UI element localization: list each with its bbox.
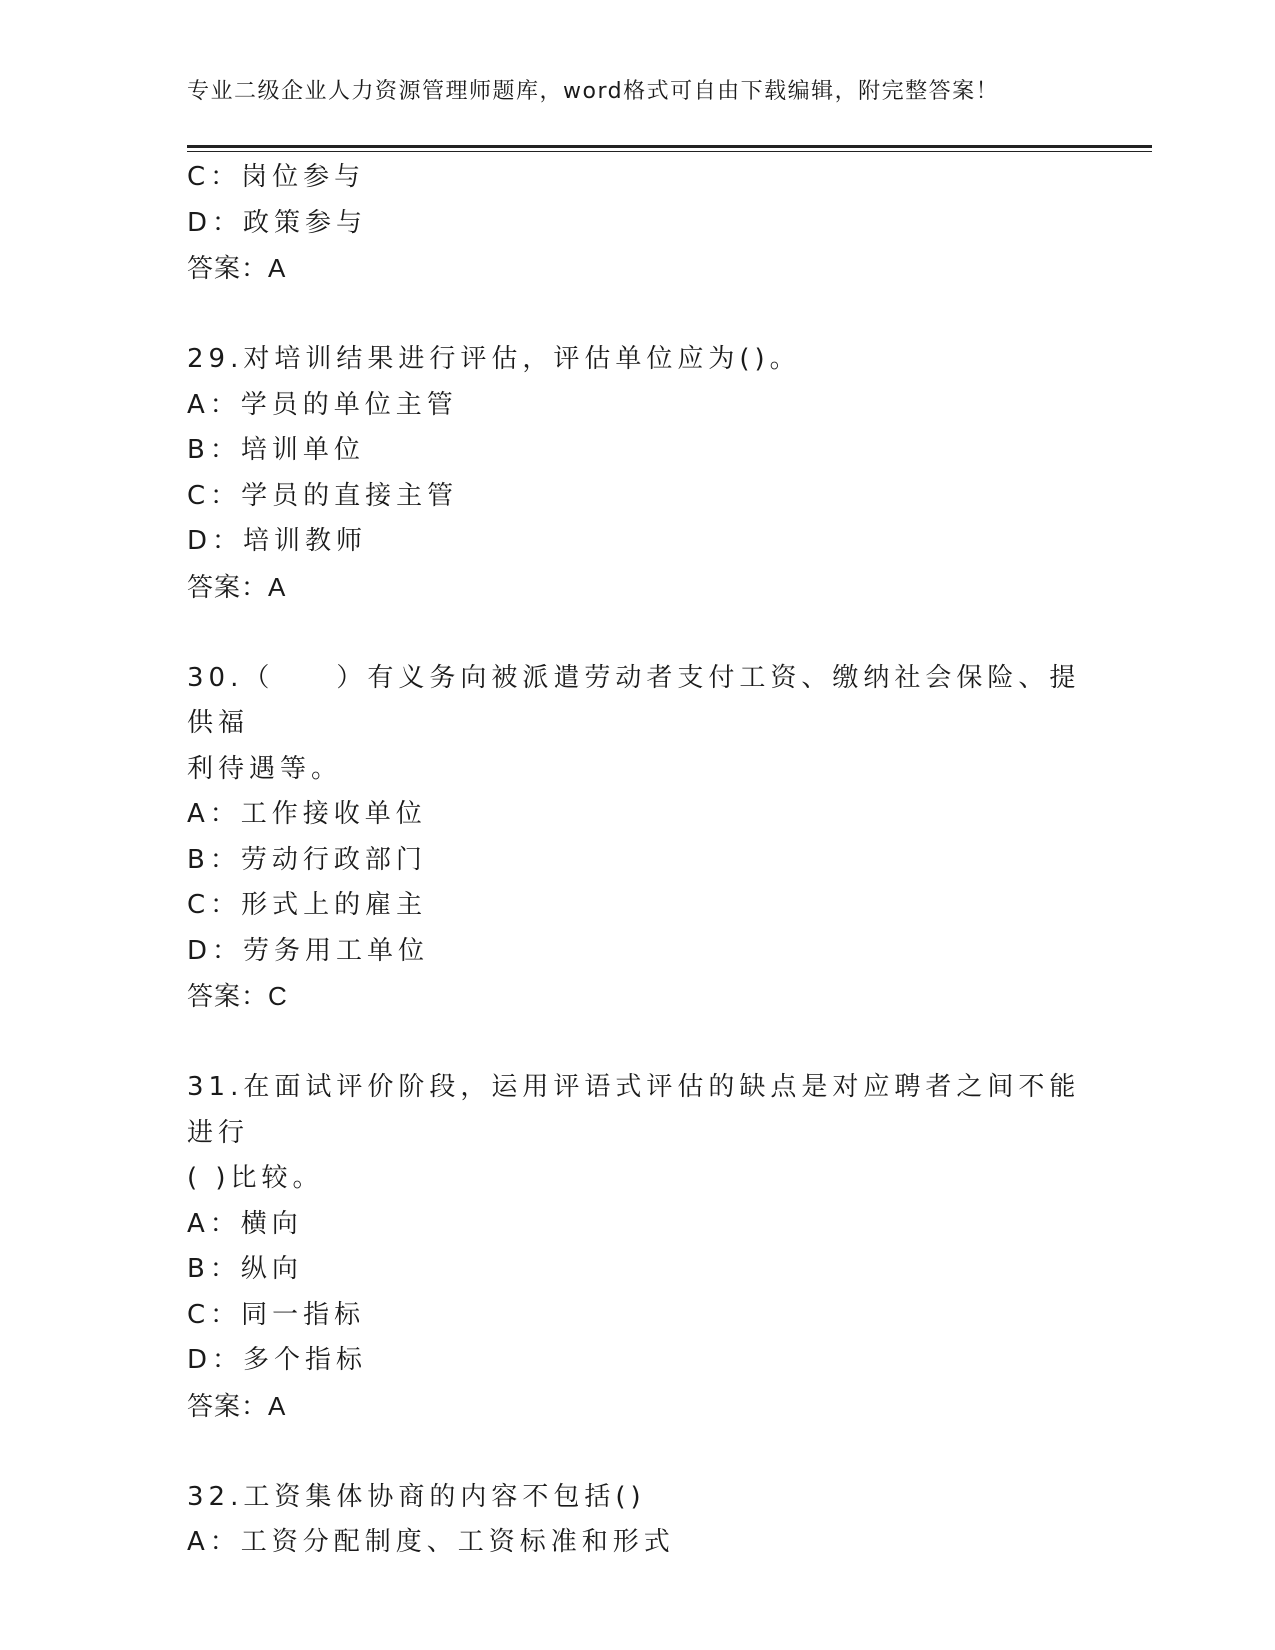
- question-text: 30.（ ）有义务向被派遣劳动者支付工资、缴纳社会保险、提供福: [187, 662, 1081, 738]
- question-text: 29.对培训结果进行评估，评估单位应为()。: [187, 344, 801, 374]
- page-header: 专业二级企业人力资源管理师题库，word格式可自由下载编辑，附完整答案！: [187, 79, 1000, 104]
- question-32: [187, 1475, 1097, 1566]
- question-31: [187, 1065, 1097, 1429]
- option-c: C：岗位参与: [187, 162, 366, 192]
- question-list: [187, 155, 1097, 1566]
- answer-line: 答案：A: [187, 253, 287, 283]
- answer-line: 答案：A: [187, 1390, 287, 1421]
- partial-question: [187, 155, 1097, 292]
- option-a: A：学员的单位主管: [187, 389, 458, 420]
- option-c: C：同一指标: [187, 1299, 366, 1330]
- option-c: C：形式上的雇主: [187, 890, 428, 920]
- option-d: D：多个指标: [187, 1345, 368, 1375]
- question-text: 32.工资集体协商的内容不包括(): [187, 1481, 646, 1512]
- question-text: 31.在面试评价阶段，运用评语式评估的缺点是对应聘者之间不能进行: [187, 1072, 1081, 1148]
- header-rule-thin: [187, 151, 1152, 152]
- option-c: C：学员的直接主管: [187, 480, 459, 511]
- question-29: [187, 337, 1097, 610]
- question-text-continued: 利待遇等。: [187, 753, 343, 784]
- header-rule-thick: [187, 145, 1152, 148]
- option-b: B：纵向: [187, 1254, 303, 1284]
- option-a: A：横向: [187, 1208, 303, 1239]
- answer-line: 答案：C: [187, 981, 288, 1011]
- answer-line: 答案：A: [187, 571, 287, 602]
- option-a: A：工作接收单位: [187, 799, 427, 829]
- option-d: D：政策参与: [187, 207, 368, 238]
- option-d: D：劳务用工单位: [187, 935, 430, 966]
- option-a: A：工资分配制度、工资标准和形式: [187, 1527, 675, 1557]
- option-b: B：劳动行政部门: [187, 844, 427, 875]
- option-d: D：培训教师: [187, 526, 368, 556]
- question-30: [187, 656, 1097, 1020]
- question-text-continued: ( )比较。: [187, 1163, 324, 1193]
- option-b: B：培训单位: [187, 435, 365, 465]
